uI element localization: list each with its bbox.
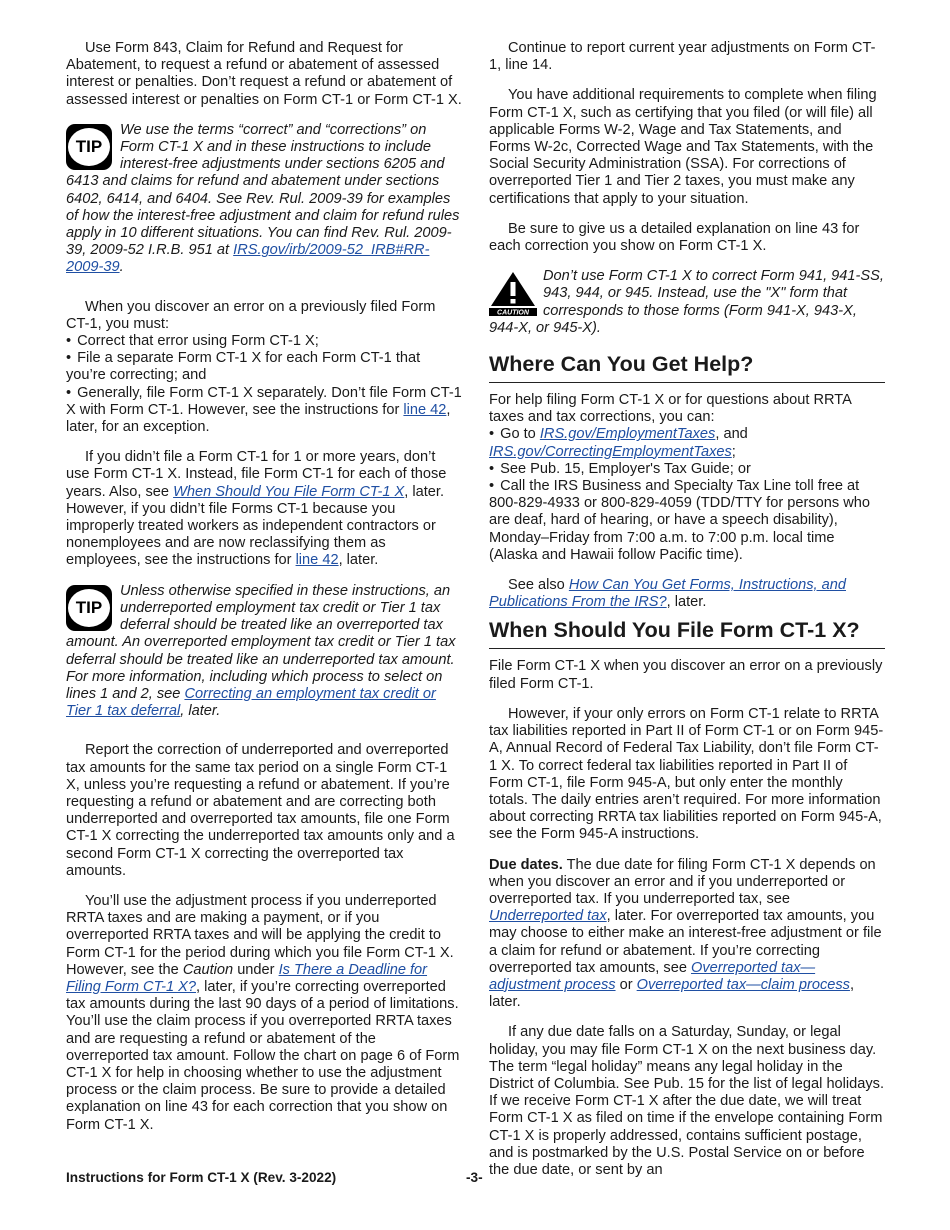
file-when-discover-paragraph: File Form CT-1 X when you discover an error on a previously filed Form CT-1. [489,658,883,692]
forms-instructions-link[interactable]: How Can You Get Forms, Instructions, and Publications From the IRS? [489,577,846,611]
detailed-explanation-paragraph: Be sure to give us a detailed explanation on line 43 for each correction you show on Form CT-1 X. [489,220,860,255]
bullet-correct-error: • Correct that error using Form CT-1 X; [66,333,462,350]
line-42-link-2[interactable]: line 42 [295,552,339,569]
form-843-paragraph: Use Form 843, Claim for Refund and Request for Abatement, to request a refund or abatement of assessed interest or penalties. Don’t request a refund or abatement of assessed interest or penalties on Form CT-1 or Form CT-1 X. [66,40,462,108]
footer-title: Instructions for Form CT-1 X (Rev. 3-2022) [66,1170,337,1185]
see-also-paragraph: See also How Can You Get Forms, Instructions, and Publications From the IRS?, later. [489,577,846,611]
did-not-file-paragraph: If you didn’t file a Form CT-1 for 1 or more years, don’t use Form CT-1 X. Instead, file Form CT-1 for each of those years. Also, see When Should You File Form CT-1 X, later. However, if you didn’t file Forms CT-1 because you improperly treated workers as independent contractors or nonemployees and are now reclassifying them as employees, see the instructions for line 42, later. [66,449,447,569]
additional-requirements-paragraph: You have additional requirements to complete when filing Form CT-1 X, such as certifying that you filed (or will file) all applicable Forms W-2, Wage and Tax Statements, and Forms W-2c, Corrected Wage and Tax Statements, with the Social Security Administration (SSA). For corrections of overreported Tier 1 and Tier 2 taxes, you must make any certifications that apply to your situation. [489,87,877,207]
heading-rule [489,382,885,383]
report-correction-paragraph: Report the correction of underreported and overreported tax amounts for the same tax period on a single Form CT-1 X, unless you’re requesting a refund or abatement. If you’re requesting a refund or abatement and are correcting both underreported and overreported tax amounts, file one Form CT-1 X correcting the underreported tax amounts only and a second Form CT-1 X correcting the overreported tax amounts. [66,742,455,879]
tip-note-credit: TIP Unless otherwise specified in these instructions, an underreported employment tax credit or Tier 1 tax deferral should be treated like an overreported tax amount. An overreported employment tax credit or Tier 1 tax deferral should be treated like an underreported tax amount. For more information, including which process to select on lines 1 and 2, see Correcting an employment tax credit or Tier 1 tax deferral, later. [66,582,456,720]
help-intro-paragraph: For help filing Form CT-1 X or for questions about RRTA taxes and tax corrections, you can: [489,392,852,426]
deadline-link[interactable]: Is There a Deadline for Filing Form CT-1 X? [66,961,428,995]
tip-icon: TIP [66,585,112,631]
caution-label: CAUTION [497,309,529,317]
page-number: -3- [466,1170,483,1185]
overreported-adjustment-link[interactable]: Overreported tax—adjustment process [489,959,816,993]
correcting-credit-link[interactable]: Correcting an employment tax credit or Tier 1 tax deferral [66,685,436,720]
rrta-liabilities-paragraph: However, if your only errors on Form CT-1 relate to RRTA tax liabilities reported in Part II of Form CT-1 or on Form 945-A, Annual Record of Federal Tax Liability, don’t file Form CT-1 X. To correct federal tax liabilities reported in Part II of Form CT-1, file Form 945-A, but only enter the monthly totals. The daily entries aren’t required. For more information about correcting RRTA tax liabilities reported on Form 945-A, see the Form 945-A instructions. [489,705,884,843]
heading-where-help: Where Can You Get Help? [489,352,754,377]
bullet-file-separately: • Generally, file Form CT-1 X separately. Don’t file Form CT-1 X with Form CT-1. However, see the instructions for line 42, later, for an exception. [66,385,462,437]
due-dates-paragraph: Due dates. The due date for filing Form CT-1 X depends on when you discover an error and if you underreported or overreported tax. If you underreported tax, see Underreported tax, later. For overreported tax amounts, you may choose to either make an interest-free adjustment or file a claim for refund or abatement. If you’re correcting overreported tax amounts, see Overreported tax—adjustment process or Overreported tax—claim process, later. [489,856,882,1011]
heading-when-file: When Should You File Form CT-1 X? [489,618,860,643]
right-column [489,40,885,1192]
underreported-tax-link[interactable]: Underreported tax [489,908,607,925]
correcting-employment-taxes-link[interactable]: IRS.gov/CorrectingEmploymentTaxes [489,443,732,460]
bullet-go-to-irs: • Go to IRS.gov/EmploymentTaxes, and IRS.gov/CorrectingEmploymentTaxes; [489,426,885,460]
rev-rul-link[interactable]: IRS.gov/irb/2009-52_IRB#RR-2009-39 [66,242,430,276]
tip-note-text: We use the terms “correct” and “corrections” on Form CT-1 X and in these instructions to include interest-free adjustments under sections 6205 and 6413 and claims for refund and abatement under sections 6402, 6414, and 6404. See Rev. Rul. 2009-39 for examples of how the interest-free adjustment and claim for refund rules apply in 10 different situations. You can find Rev. Rul. 2009-39, 2009-52 I.R.B. 951 at [66,121,460,259]
caution-text: Don’t use Form CT-1 X to correct Form 941, 941-SS, 943, 944, or 945. Instead, use the "X" form that corresponds to those forms (Form 941-X, 943-X, 944-X, or 945-X). [489,268,884,336]
legal-holiday-paragraph: If any due date falls on a Saturday, Sunday, or legal holiday, you may file Form CT-1 X on the next business day. The term “legal holiday” means any legal holiday in the District of Columbia. See Pub. 15 for the list of legal holidays. If we receive Form CT-1 X after the due date, we will treat Form CT-1 X as filed on time if the envelope containing Form CT-1 X is properly addressed, contains sufficient postage, and is postmarked by the U.S. Postal Service on or before the due date, or sent by an [489,1024,885,1178]
heading-rule [489,648,885,649]
employment-taxes-link[interactable]: IRS.gov/EmploymentTaxes [539,426,716,443]
when-file-link[interactable]: When Should You File Form CT-1 X [173,483,405,500]
continue-report-paragraph: Continue to report current year adjustments on Form CT-1, line 14. [489,40,876,74]
bullet-call-irs: • Call the IRS Business and Specialty Tax Line toll free at 800-829-4933 or 800-829-4059 (TDD/TTY for persons who are deaf, hard of hearing, or have a speech disability), Monday–Friday from 7:00 a.m. to 7:00 p.m. local time (Alaska and Hawaii follow Pacific time). [489,478,885,564]
tip-note-corrections: TIP We use the terms “correct” and “corrections” on Form CT-1 X and in these instructions to include interest-free adjustments under sections 6205 and 6413 and claims for refund and abatement under sections 6402, 6414, and 6404. See Rev. Rul. 2009-39 for examples of how the interest-free adjustment and claim for refund rules apply in 10 different situations. You can find Rev. Rul. 2009-39, 2009-52 I.R.B. 951 at IRS.gov/irb/2009-52_IRB#RR-2009-39. [66,121,460,276]
discover-error-paragraph: When you discover an error on a previously filed Form CT-1, you must: [66,298,436,332]
tip-icon: TIP [66,124,112,170]
bullet-separate-form: • File a separate Form CT-1 X for each Form CT-1 that you’re correcting; and [66,350,462,384]
adjustment-process-paragraph: You’ll use the adjustment process if you underreported RRTA taxes and are making a payment, or if you overreported RRTA taxes and will be applying the credit to Form CT-1 for the period during which you file Form CT-1 X. However, see the Caution under Is There a Deadline for Filing Form CT-1 X?, later, if you’re correcting overreported tax amounts during the last 90 days of a period of limitations. You’ll use the claim process if you overreported RRTA taxes and are requesting a refund or abatement of the overreported tax amount. Follow the chart on page 6 of Form CT-1 X for help in choosing whether to use the adjustment process or the claim process. Be sure to provide a detailed explanation on line 43 for each correction that you show on Form CT-1 X. [66,892,460,1133]
overreported-claim-link[interactable]: Overreported tax—claim process [636,976,850,993]
line-42-link[interactable]: line 42 [403,401,447,418]
caution-icon [489,270,537,316]
caution-note [489,268,885,337]
left-column [66,40,462,1147]
bullet-pub-15: • See Pub. 15, Employer's Tax Guide; or [489,461,885,478]
tip-note-text: Unless otherwise specified in these instructions, an underreported employment tax credit or Tier 1 tax deferral should be treated like an overreported tax amount. An overreported employment tax credit or Tier 1 tax deferral should be treated like an underreported tax amount. For more information, including which process to select on lines 1 and 2, see [66,582,456,702]
